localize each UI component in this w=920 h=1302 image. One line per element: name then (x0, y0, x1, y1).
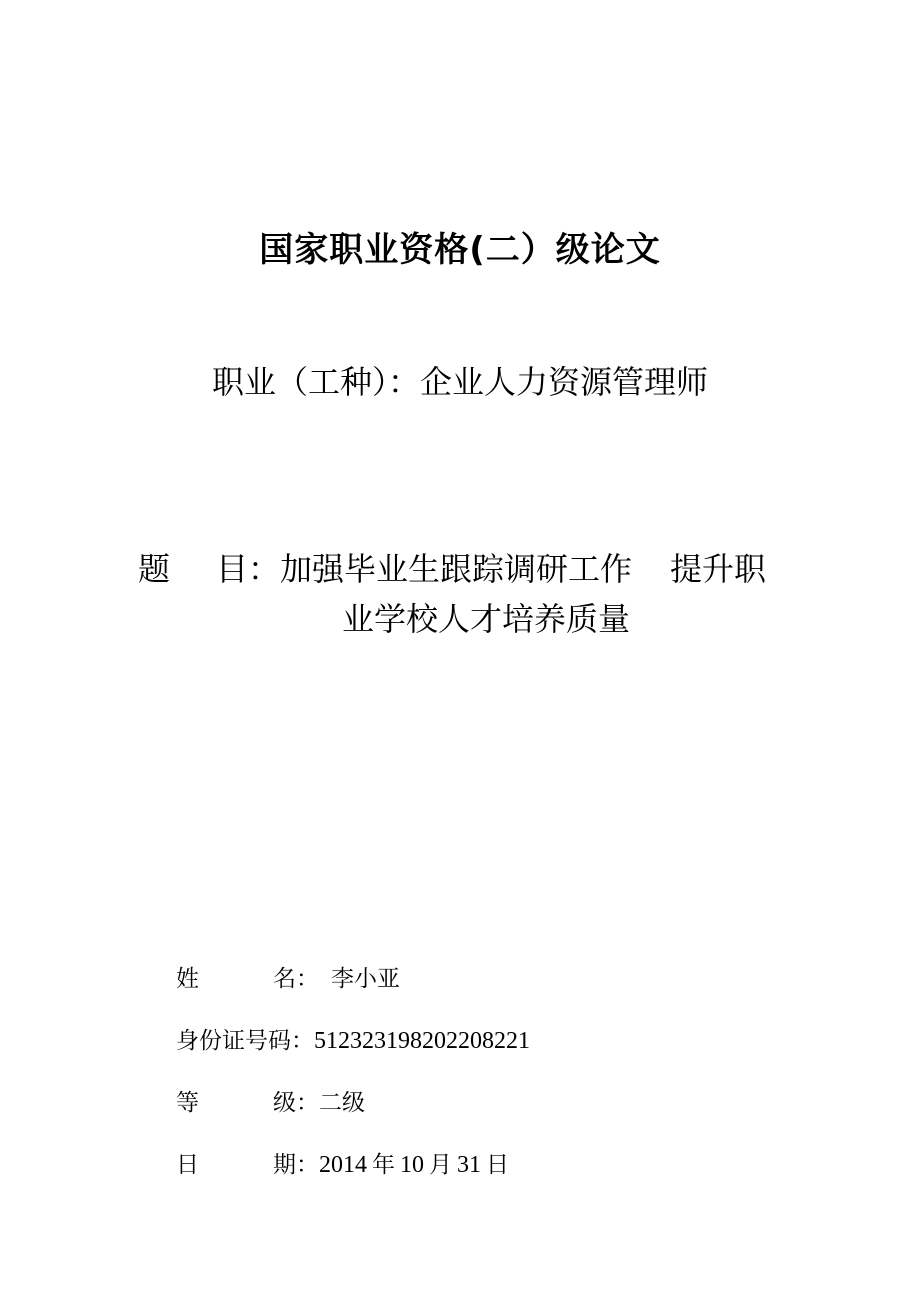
topic-label-2: 目： (216, 550, 281, 588)
topic-label-1: 题 (138, 550, 171, 588)
name-label-1: 姓 (176, 966, 199, 992)
date-label-1: 日 (176, 1152, 199, 1178)
date-month-unit: 月 (429, 1152, 452, 1178)
date-year: 2014 (319, 1152, 367, 1178)
topic-line-2: 业学校人才培养质量 (341, 600, 630, 638)
topic-block (138, 544, 798, 644)
date-day-unit: 日 (486, 1152, 509, 1178)
name-value: 李小亚 (331, 966, 400, 992)
topic-text-2: 提升职 (670, 550, 767, 588)
document-title: 国家职业资格(二）级论文 (259, 230, 661, 270)
date-day: 31 (457, 1152, 481, 1178)
occupation-line: 职业（工种）：企业人力资源管理师 (211, 363, 708, 401)
info-level-row (176, 1084, 365, 1117)
level-label-2: 级： (273, 1090, 319, 1116)
info-name-row (176, 960, 400, 993)
id-label: 身份证号码： (176, 1028, 314, 1054)
topic-text-1: 加强毕业生跟踪调研工作 (280, 550, 633, 588)
name-label-2: 名： (273, 966, 319, 992)
info-id-row (176, 1022, 530, 1055)
level-value: 二级 (319, 1090, 365, 1116)
level-label-1: 等 (176, 1090, 199, 1116)
date-month: 10 (400, 1152, 424, 1178)
info-date-row (176, 1146, 509, 1179)
date-year-unit: 年 (372, 1152, 395, 1178)
id-value: 512323198202208221 (314, 1028, 530, 1054)
topic-line-1 (138, 544, 798, 594)
date-label-2: 期： (273, 1152, 319, 1178)
